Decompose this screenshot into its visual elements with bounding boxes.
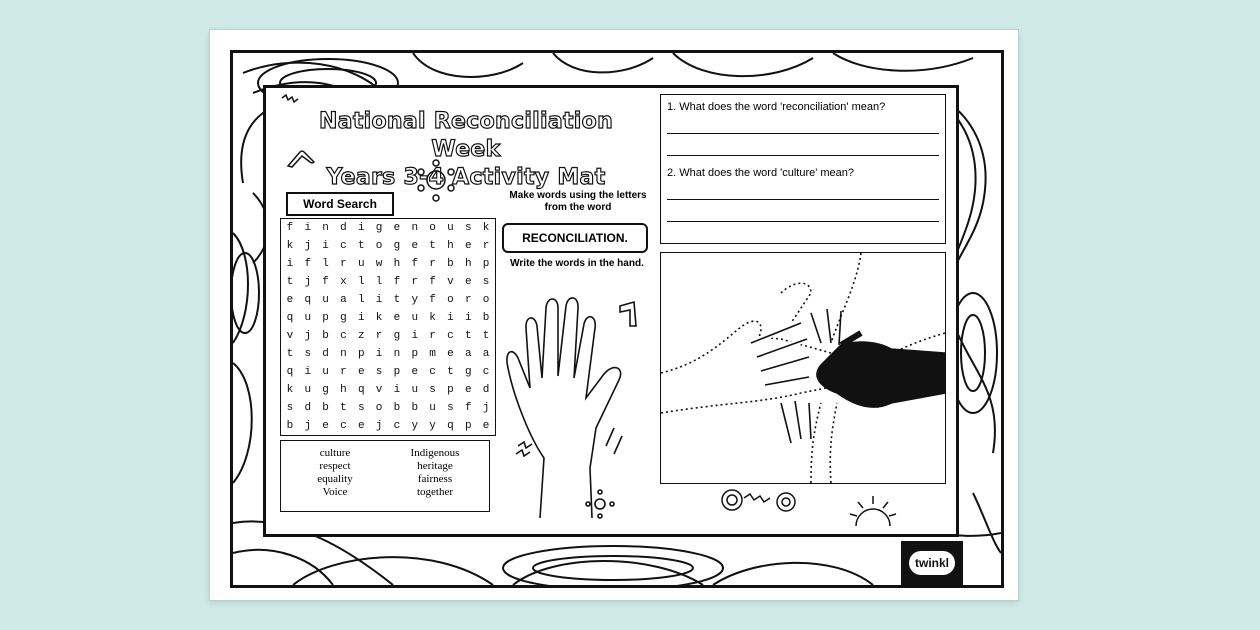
grid-cell[interactable]: l bbox=[357, 294, 365, 306]
questions-panel bbox=[660, 94, 946, 244]
grid-cell[interactable]: f bbox=[464, 402, 472, 414]
grid-cell[interactable]: f bbox=[411, 258, 419, 270]
grid-cell[interactable]: j bbox=[375, 420, 383, 432]
question-1: 1. What does the word 'reconciliation' mean? bbox=[667, 101, 886, 113]
grid-cell[interactable]: e bbox=[357, 420, 365, 432]
grid-cell[interactable]: t bbox=[286, 276, 294, 288]
grid-cell[interactable]: o bbox=[429, 222, 436, 234]
grid-cell[interactable]: e bbox=[411, 240, 419, 252]
grid-cell[interactable]: w bbox=[375, 258, 383, 270]
sunrise-icon bbox=[848, 492, 898, 526]
boomerang-icon bbox=[286, 148, 316, 168]
grid-cell[interactable]: p bbox=[322, 312, 329, 324]
grid-cell[interactable]: t bbox=[464, 330, 472, 342]
grid-cell[interactable]: e bbox=[447, 348, 454, 360]
answer-line[interactable] bbox=[667, 199, 939, 200]
grid-cell[interactable]: p bbox=[447, 384, 454, 396]
grid-cell[interactable]: y bbox=[411, 294, 419, 306]
grid-cell[interactable]: b bbox=[322, 330, 329, 342]
grid-cell[interactable]: o bbox=[375, 240, 383, 252]
grid-cell[interactable]: y bbox=[429, 420, 436, 432]
grid-cell[interactable]: e bbox=[411, 366, 419, 378]
grid-cell[interactable]: l bbox=[357, 276, 365, 288]
grid-cell[interactable]: s bbox=[464, 222, 472, 234]
grid-cell[interactable]: b bbox=[482, 312, 490, 324]
grid-cell[interactable]: e bbox=[286, 294, 294, 306]
hands-illustration bbox=[660, 252, 946, 484]
grid-cell[interactable]: y bbox=[411, 420, 419, 432]
grid-cell[interactable]: j bbox=[304, 276, 312, 288]
grid-cell[interactable]: k bbox=[286, 240, 294, 252]
grid-cell[interactable]: j bbox=[304, 330, 312, 342]
grid-cell[interactable]: b bbox=[447, 258, 454, 270]
grid-cell[interactable]: s bbox=[304, 348, 312, 360]
grid-cell[interactable]: s bbox=[286, 402, 294, 414]
grid-cell[interactable]: k bbox=[375, 312, 383, 324]
word-search-label: Word Search bbox=[286, 192, 394, 216]
grid-cell[interactable]: o bbox=[447, 294, 454, 306]
grid-cell[interactable]: u bbox=[447, 222, 454, 234]
grid-cell[interactable]: n bbox=[322, 222, 329, 234]
grid-cell[interactable]: j bbox=[304, 420, 312, 432]
grid-cell[interactable]: s bbox=[447, 402, 454, 414]
grid-cell[interactable]: e bbox=[464, 240, 472, 252]
word-list-column-2 bbox=[385, 447, 485, 499]
grid-cell[interactable]: b bbox=[322, 402, 329, 414]
grid-cell[interactable]: f bbox=[304, 258, 312, 270]
answer-line[interactable] bbox=[667, 155, 939, 156]
grid-cell[interactable]: u bbox=[304, 384, 312, 396]
grid-cell[interactable]: p bbox=[464, 420, 472, 432]
grid-cell[interactable]: f bbox=[286, 222, 294, 234]
write-in-hand-instruction: Write the words in the hand. bbox=[510, 258, 644, 269]
word-list-item: Voice bbox=[322, 486, 348, 498]
grid-cell[interactable]: n bbox=[393, 348, 401, 360]
grid-cell[interactable]: d bbox=[322, 348, 329, 360]
grid-cell[interactable]: h bbox=[393, 258, 401, 270]
grid-cell[interactable]: t bbox=[286, 348, 294, 360]
make-words-instruction: Make words using the letters from the word bbox=[509, 190, 647, 213]
grid-cell[interactable]: i bbox=[286, 258, 294, 270]
grid-cell[interactable]: r bbox=[429, 330, 436, 342]
page-title bbox=[286, 108, 646, 192]
grid-cell[interactable]: e bbox=[393, 312, 401, 324]
grid-cell[interactable]: c bbox=[482, 366, 490, 378]
grid-cell[interactable]: i bbox=[304, 222, 312, 234]
grid-cell[interactable]: t bbox=[482, 330, 490, 342]
grid-cell[interactable]: r bbox=[340, 258, 347, 270]
grid-cell[interactable]: e bbox=[393, 222, 401, 234]
grid-cell[interactable]: r bbox=[429, 258, 436, 270]
grid-cell[interactable]: h bbox=[340, 384, 347, 396]
word-list-item: equality bbox=[317, 473, 353, 485]
grid-cell[interactable]: g bbox=[375, 222, 383, 234]
answer-line[interactable] bbox=[667, 133, 939, 134]
grid-cell[interactable]: n bbox=[340, 348, 347, 360]
grid-cell[interactable]: s bbox=[429, 384, 436, 396]
grid-cell[interactable]: g bbox=[340, 312, 347, 324]
grid-cell[interactable]: g bbox=[464, 366, 472, 378]
grid-cell[interactable]: g bbox=[393, 330, 401, 342]
squiggle-icon bbox=[280, 94, 300, 110]
grid-cell[interactable]: i bbox=[357, 312, 365, 324]
grid-cell[interactable]: c bbox=[340, 420, 347, 432]
word-search-grid[interactable] bbox=[280, 218, 496, 436]
grid-cell[interactable]: s bbox=[375, 366, 383, 378]
grid-cell[interactable]: r bbox=[340, 366, 347, 378]
grid-cell[interactable]: f bbox=[429, 294, 436, 306]
grid-cell[interactable]: g bbox=[393, 240, 401, 252]
grid-cell[interactable]: t bbox=[357, 240, 365, 252]
word-list-column-1 bbox=[285, 447, 385, 499]
word-list-item: Indigenous bbox=[410, 447, 460, 459]
grid-cell[interactable]: j bbox=[482, 402, 490, 414]
grid-cell[interactable]: c bbox=[340, 330, 347, 342]
grid-cell[interactable]: i bbox=[393, 384, 401, 396]
grid-cell[interactable]: x bbox=[340, 276, 347, 288]
grid-cell[interactable]: q bbox=[447, 420, 454, 432]
grid-cell[interactable]: n bbox=[411, 222, 419, 234]
grid-cell[interactable]: e bbox=[464, 384, 472, 396]
grid-cell[interactable]: f bbox=[393, 276, 401, 288]
grid-cell[interactable]: c bbox=[393, 420, 401, 432]
grid-cell[interactable]: c bbox=[429, 366, 436, 378]
circles-squiggle-icon bbox=[720, 486, 800, 514]
grid-cell[interactable]: v bbox=[447, 276, 454, 288]
grid-cell[interactable]: u bbox=[411, 384, 419, 396]
grid-cell[interactable]: s bbox=[357, 402, 365, 414]
word-list-item: respect bbox=[319, 460, 351, 472]
grid-cell[interactable]: e bbox=[322, 420, 329, 432]
grid-cell[interactable]: c bbox=[340, 240, 347, 252]
grid-cell[interactable]: m bbox=[429, 348, 436, 360]
grid-cell[interactable]: i bbox=[375, 294, 383, 306]
grid-cell[interactable]: a bbox=[464, 348, 472, 360]
grid-cell[interactable]: k bbox=[482, 222, 490, 234]
grid-cell[interactable]: p bbox=[411, 348, 419, 360]
grid-cell[interactable]: u bbox=[304, 312, 312, 324]
grid-cell[interactable]: f bbox=[322, 276, 329, 288]
grid-cell[interactable]: o bbox=[482, 294, 490, 306]
grid-cell[interactable]: t bbox=[447, 366, 454, 378]
grid-cell[interactable]: h bbox=[447, 240, 454, 252]
grid-cell[interactable]: r bbox=[464, 294, 472, 306]
grid-cell[interactable]: z bbox=[357, 330, 365, 342]
grid-cell[interactable]: v bbox=[286, 330, 294, 342]
grid-cell[interactable]: q bbox=[304, 294, 312, 306]
title-line-1: National Reconciliation Week bbox=[318, 109, 614, 162]
grid-cell[interactable]: b bbox=[411, 402, 419, 414]
word-list-item: fairness bbox=[417, 473, 453, 485]
title-line-2: Years 3-4 Activity Mat bbox=[326, 165, 606, 190]
grid-cell[interactable]: i bbox=[375, 348, 383, 360]
grid-cell[interactable]: a bbox=[482, 348, 490, 360]
word-list-item: together bbox=[416, 486, 454, 498]
grid-cell[interactable]: c bbox=[447, 330, 454, 342]
grid-cell[interactable]: u bbox=[357, 258, 365, 270]
grid-cell[interactable]: s bbox=[482, 276, 490, 288]
grid-cell[interactable]: e bbox=[482, 420, 490, 432]
grid-cell[interactable]: k bbox=[286, 384, 294, 396]
grid-cell[interactable]: b bbox=[286, 420, 294, 432]
grid-cell[interactable]: v bbox=[375, 384, 383, 396]
grid-cell[interactable]: l bbox=[375, 276, 383, 288]
grid-cell[interactable]: i bbox=[357, 222, 365, 234]
twinkl-logo-text: twinkl bbox=[909, 551, 955, 575]
grid-cell[interactable]: o bbox=[375, 402, 383, 414]
grid-cell[interactable]: r bbox=[411, 276, 419, 288]
grid-cell[interactable]: i bbox=[464, 312, 472, 324]
answer-line[interactable] bbox=[667, 221, 939, 222]
hand-outline-drawing[interactable] bbox=[500, 268, 660, 528]
source-word-box: RECONCILIATION. bbox=[502, 223, 648, 253]
grid-cell[interactable]: g bbox=[322, 384, 329, 396]
grid-cell[interactable]: a bbox=[340, 294, 347, 306]
grid-cell[interactable]: d bbox=[304, 402, 312, 414]
grid-cell[interactable]: h bbox=[464, 258, 472, 270]
grid-cell[interactable]: q bbox=[286, 312, 294, 324]
grid-cell[interactable]: t bbox=[393, 294, 401, 306]
grid-cell[interactable]: i bbox=[304, 366, 312, 378]
twinkl-logo bbox=[901, 541, 963, 588]
decorative-frame bbox=[230, 50, 1004, 588]
grid-cell[interactable]: b bbox=[393, 402, 401, 414]
grid-cell[interactable]: l bbox=[322, 258, 329, 270]
grid-cell[interactable]: p bbox=[482, 258, 490, 270]
grid-cell[interactable]: q bbox=[286, 366, 294, 378]
grid-cell[interactable]: e bbox=[464, 276, 472, 288]
grid-cell[interactable]: p bbox=[393, 366, 401, 378]
grid-cell[interactable]: d bbox=[340, 222, 347, 234]
grid-cell[interactable]: j bbox=[304, 240, 312, 252]
grid-cell[interactable]: u bbox=[322, 366, 329, 378]
activity-mat bbox=[263, 85, 959, 537]
grid-cell[interactable]: t bbox=[429, 240, 436, 252]
grid-cell[interactable]: r bbox=[375, 330, 383, 342]
grid-cell[interactable]: u bbox=[411, 312, 419, 324]
grid-cell[interactable]: d bbox=[482, 384, 490, 396]
word-list bbox=[280, 440, 490, 512]
grid-cell[interactable]: i bbox=[411, 330, 419, 342]
word-list-item: culture bbox=[319, 447, 351, 459]
grid-cell[interactable]: r bbox=[482, 240, 490, 252]
grid-cell[interactable]: p bbox=[357, 348, 365, 360]
activity-sheet bbox=[210, 30, 1018, 600]
grid-cell[interactable]: u bbox=[429, 402, 436, 414]
grid-cell[interactable]: t bbox=[340, 402, 347, 414]
sun-dots-icon bbox=[416, 158, 456, 202]
grid-cell[interactable]: i bbox=[322, 240, 329, 252]
grid-cell[interactable]: q bbox=[357, 384, 365, 396]
grid-cell[interactable]: k bbox=[429, 312, 436, 324]
word-list-item: heritage bbox=[417, 460, 453, 472]
grid-cell[interactable]: e bbox=[357, 366, 365, 378]
grid-cell[interactable]: u bbox=[322, 294, 329, 306]
grid-cell[interactable]: f bbox=[429, 276, 436, 288]
question-2: 2. What does the word 'culture' mean? bbox=[667, 167, 855, 179]
grid-cell[interactable]: i bbox=[447, 312, 454, 324]
